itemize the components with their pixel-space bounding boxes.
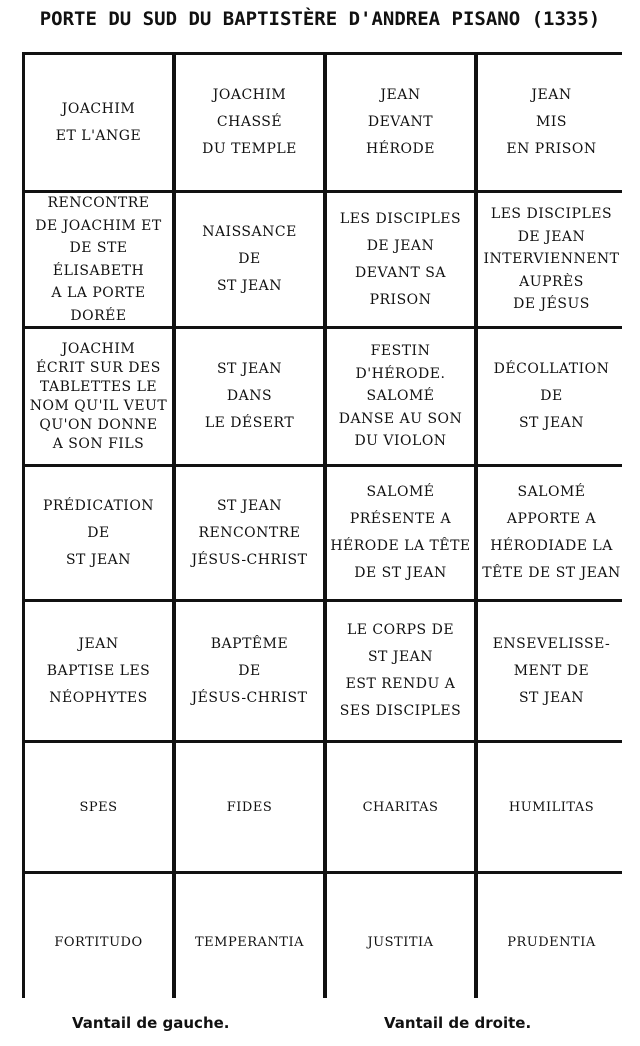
panel-cell xyxy=(25,329,172,464)
panel-cell xyxy=(176,193,323,326)
panel-cell xyxy=(478,193,625,326)
panel-cell xyxy=(25,467,172,599)
panel-cell xyxy=(327,55,474,190)
virtue-cell xyxy=(176,874,323,1011)
panel-label: JOACHIM ÉCRIT SUR DES TABLETTES LE NOM QU'IL VEUT QU'ON DONNE A SON FILS xyxy=(29,340,168,452)
panel-label: LE CORPS DE ST JEAN EST RENDU A SES DISCIPLES xyxy=(339,622,462,719)
panel-cell xyxy=(327,329,474,464)
panel-label: DÉCOLLATION DE ST JEAN xyxy=(493,361,610,431)
panel-label: LES DISCIPLES DE JEAN INTERVIENNENT AUPRÈS DE JÉSUS xyxy=(483,206,620,313)
panel-label: JOACHIM ET L'ANGE xyxy=(55,100,142,144)
virtue-label: CHARITAS xyxy=(362,799,439,815)
panel-label: JOACHIM CHASSÉ DU TEMPLE xyxy=(202,87,297,157)
door-panel-grid xyxy=(22,52,622,998)
panel-cell xyxy=(25,193,172,326)
virtue-cell xyxy=(478,743,625,871)
panel-cell xyxy=(176,329,323,464)
panel-cell xyxy=(478,329,625,464)
panel-label: RENCONTRE DE JOACHIM ET DE STE ÉLISABETH A LA PORTE DORÉE xyxy=(35,195,162,324)
virtue-cell xyxy=(327,874,474,1011)
panel-cell xyxy=(327,193,474,326)
panel-label: NAISSANCE DE ST JEAN xyxy=(202,224,297,294)
panel-label: FESTIN D'HÉRODE. SALOMÉ DANSE AU SON DU VIOLON xyxy=(338,343,463,450)
left-leaf-caption: Vantail de gauche. xyxy=(72,1014,230,1032)
virtue-label: JUSTITIA xyxy=(367,935,434,950)
panel-label: SALOMÉ PRÉSENTE A HÉRODE LA TÊTE DE ST JEAN xyxy=(330,484,471,581)
panel-label: LES DISCIPLES DE JEAN DEVANT SA PRISON xyxy=(339,210,462,308)
panel-label: PRÉDICATION DE ST JEAN xyxy=(42,497,155,568)
virtue-cell xyxy=(25,874,172,1011)
panel-label: ST JEAN RENCONTRE JÉSUS-CHRIST xyxy=(191,497,308,568)
panel-label: ST JEAN DANS LE DÉSERT xyxy=(204,361,295,431)
virtue-cell xyxy=(176,743,323,871)
virtue-label: FORTITUDO xyxy=(54,935,143,950)
panel-cell xyxy=(478,55,625,190)
right-leaf-caption: Vantail de droite. xyxy=(384,1014,532,1032)
panel-label: JEAN DEVANT HÉRODE xyxy=(366,87,435,157)
panel-cell xyxy=(25,602,172,740)
virtue-cell xyxy=(478,874,625,1011)
panel-cell xyxy=(327,602,474,740)
panel-label: ENSEVELISSE- MENT DE ST JEAN xyxy=(492,635,611,706)
virtue-label: HUMILITAS xyxy=(508,799,595,815)
panel-cell xyxy=(176,55,323,190)
panel-cell xyxy=(25,55,172,190)
virtue-label: FIDES xyxy=(226,799,273,815)
virtue-label: TEMPERANTIA xyxy=(195,935,304,950)
panel-label: SALOMÉ APPORTE A HÉRODIADE LA TÊTE DE ST JEAN xyxy=(482,484,621,581)
panel-cell xyxy=(478,467,625,599)
panel-cell xyxy=(176,602,323,740)
panel-cell xyxy=(176,467,323,599)
virtue-cell xyxy=(327,743,474,871)
panel-cell xyxy=(478,602,625,740)
virtue-label: SPES xyxy=(79,799,118,815)
virtue-label: PRUDENTIA xyxy=(507,935,596,950)
panel-label: BAPTÊME DE JÉSUS-CHRIST xyxy=(191,635,308,706)
panel-label: JEAN BAPTISE LES NÉOPHYTES xyxy=(46,635,151,706)
panel-cell xyxy=(327,467,474,599)
panel-label: JEAN MIS EN PRISON xyxy=(506,87,597,157)
page-title: PORTE DU SUD DU BAPTISTÈRE D'ANDREA PISANO (1335) xyxy=(39,8,601,30)
virtue-cell xyxy=(25,743,172,871)
